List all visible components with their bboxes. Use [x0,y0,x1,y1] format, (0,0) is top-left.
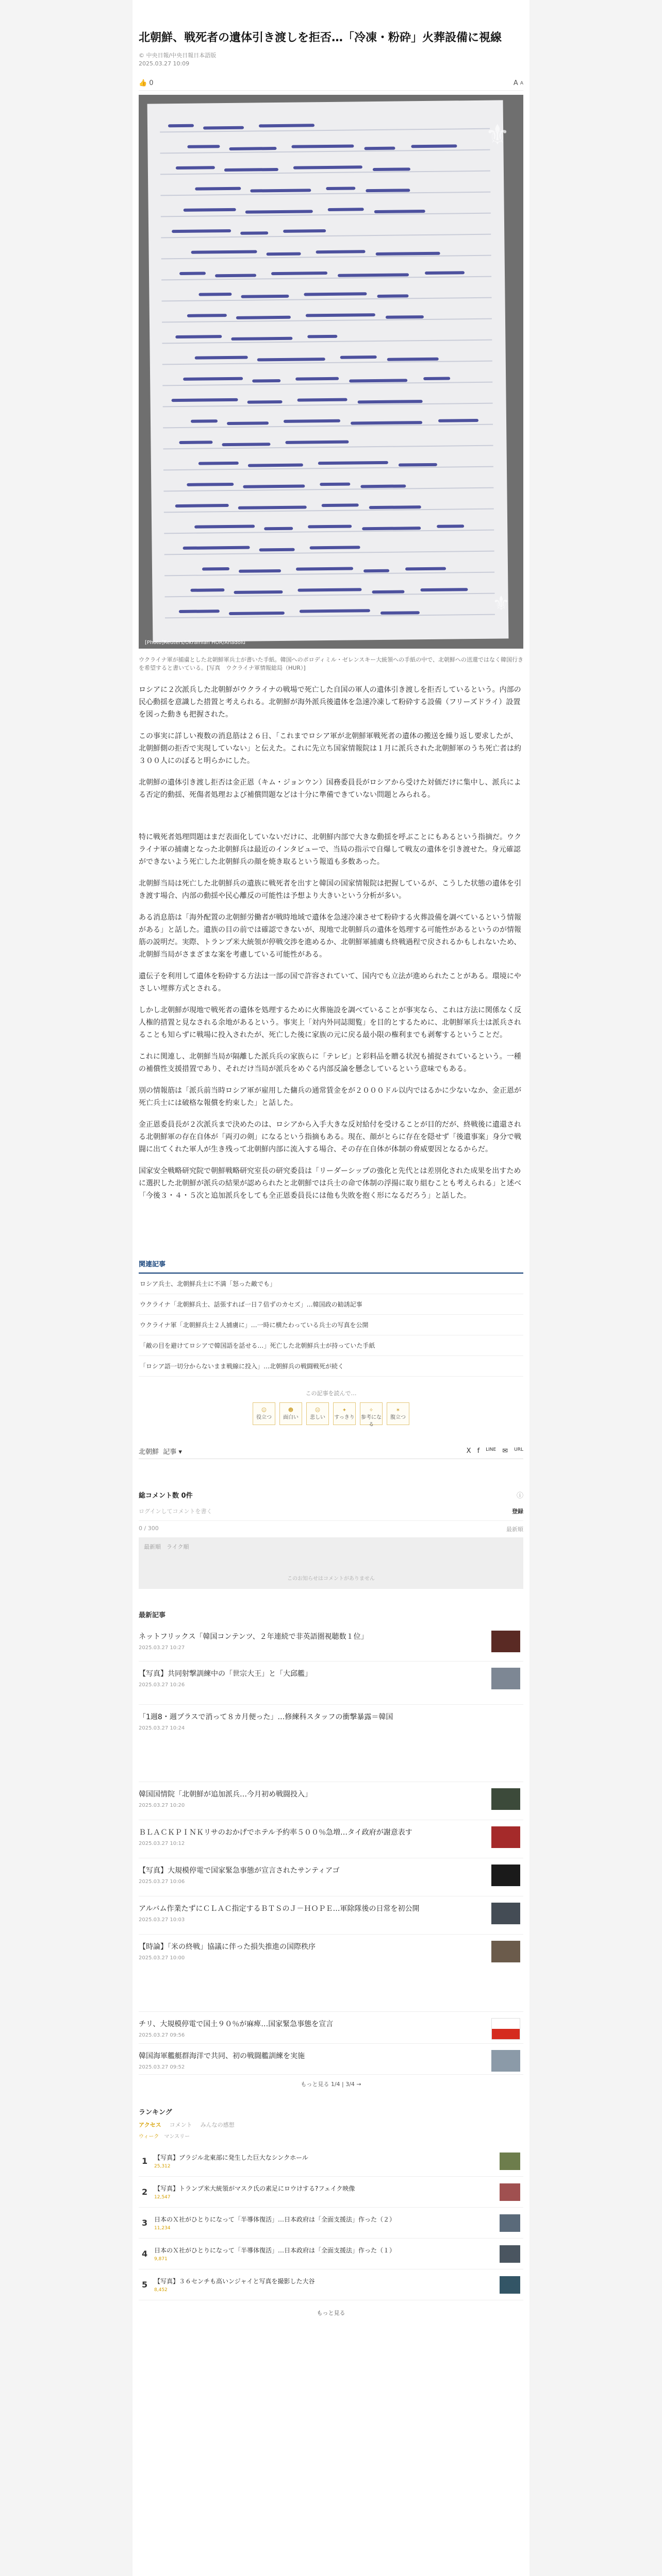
share-buttons [467,1447,523,1455]
comment-meta [139,1525,523,1533]
latest-article-date: 2025.03.27 10:27 [139,1645,185,1651]
latest-article-title: 韓国国情院「北朝鮮が追加派兵…今月初め戦闘投入」 [139,1790,312,1799]
latest-article-thumbnail [491,1788,520,1810]
x-share-icon[interactable]: X [466,1447,471,1455]
article-column [133,0,529,2576]
ranking-title-text: 【写真】トランプ米大統領がマスク氏の素足にロウけする?フェイク映像 [154,2185,355,2192]
sparkle-icon: ✦ [342,1408,347,1413]
ranking-thumbnail [500,2245,520,2263]
handwriting-stroke [259,124,315,127]
handwriting-stroke [316,250,366,253]
handwriting-stroke [179,609,220,613]
handwriting-stroke [241,295,289,298]
handwriting-stroke [284,419,340,423]
comment-input[interactable]: ログインしてコメントを書く [139,1508,212,1515]
latest-article-title: 【写真】大規模停電で国家緊急事態が宣言されたサンティアゴ [139,1867,340,1875]
handwriting-stroke [411,144,457,148]
article-body [139,684,523,1202]
handwriting-stroke [283,229,326,233]
ranking-number: 1 [142,2156,148,2166]
article-paragraph: しかし北朝鮮が現地で戦死者の遺体を処理するために火葬施設を調べていることが事実なら、これは方法に関係なく反人権的措置と見なされる余地があるという。事実上「対内外同誌閲覧」を目的とするために、北朝鮮軍兵士は派兵されることも知らずに戦場に投入されたが、死亡した後に家族の元に戻る最小限の権利までも剥奪するということだ。 [139,1006,521,1039]
handwriting-stroke [304,292,367,296]
tag-link[interactable]: 北朝鮮 [139,1448,159,1456]
latest-article-title: 韓国海軍艦艇群海洋で共同、初の戦闘艦訓練を実施 [139,2052,305,2060]
mail-share-icon[interactable]: ✉ [502,1447,508,1455]
reaction-refreshed-button[interactable]: ✦ すっきり [333,1402,356,1425]
latest-article-thumbnail [491,2050,520,2072]
latest-article-date: 2025.03.27 10:00 [139,1955,185,1961]
related-link[interactable]: 「敵の目を避けてロシアで韓国語を話せる…」死亡した北朝鮮兵士が持っていた手紙 [139,1335,523,1356]
ranking-item[interactable] [139,2177,523,2208]
comments-header [139,1490,523,1500]
article-paragraph: 金正恩委員長が２次派兵まで決めたのは、ロシアから入手大きな反対給付を受けることが目的だが、終戦後に遺還される北朝鮮軍の存在自体が「両刃の剣」になるという指摘もある。現在、顔がとらに存在を隠せず「後遺事案」身分で戦闘に出てくれた軍人が生き残って北朝鮮内部に流入する場合、その存在自体が体制の脅威要因となるからだ。 [139,1121,521,1154]
handwriting-stroke [248,464,303,467]
thumbs-up-icon: 👍 [139,79,147,87]
handwriting-stroke [195,187,241,191]
ranking-title: ランキング [139,2109,172,2116]
related-link[interactable]: 「ロシア語一切分からないまま戦線に投入」…北朝鮮兵の戦闘戦死が続く [139,1356,523,1377]
handwriting-stroke [247,400,283,404]
article-paragraph: この事実に詳しい複数の消息筋は２６日、「これまでロシア軍が北朝鮮軍戦死者の遺体の搬送を繰り返し要求したが、北朝鮮側の拒否で実現していない」と伝えた。これに先立ち国家情報院は１月に派兵された北朝鮮軍のうち死亡者は約３００人にのぼると明らかにした。 [139,732,521,765]
handwriting-stroke [308,525,352,529]
reaction-label: この記事を読んで… [305,1390,357,1397]
article-paragraph: ロシアに２次派兵した北朝鮮がウクライナの戦場で死亡した自国の軍人の遺体引き渡しを拒否しているという。内部の民心動揺を意識した措置と考えられる。北朝鮮が海外派兵後遺体を急速冷凍して粉砕する設備（フリーズドライ）設置を図った動きも把握された。 [139,686,521,719]
handwriting-stroke [349,379,407,382]
ranking-tab-monthly[interactable]: マンスリー [164,2134,190,2140]
latest-article-title: チリ、大規模停電で国土９０％が麻痺…国家緊急事態を宣言 [139,2020,334,2028]
handwriting-stroke [271,272,327,275]
handwriting-stroke [194,525,255,529]
ranking-view-count: 25,312 [154,2164,171,2169]
line-share-icon[interactable]: LINE [486,1447,496,1452]
tag-link[interactable]: 記事 ▾ [163,1448,182,1456]
handwriting-stroke [224,168,278,172]
laugh-icon: ☻ [288,1408,294,1413]
handwriting-stroke [236,316,291,319]
handwriting-stroke [183,377,243,381]
handwriting-stroke [238,505,307,509]
latest-article-card[interactable] [139,1624,523,1662]
article-date: 2025.03.27 10:09 [139,60,190,67]
handwriting-stroke [380,611,420,615]
handwriting-stroke [405,567,446,571]
handwriting-stroke [191,250,257,253]
handwriting-stroke [175,335,222,338]
ranking-tab-access[interactable]: アクセス [139,2122,161,2128]
handwriting-stroke [187,145,220,148]
ranking-tab-weekly[interactable]: ウィーク [139,2134,159,2140]
article-source: © 中央日報/中央日報日本語版 [139,52,217,59]
ranking-item[interactable] [139,2146,523,2177]
latest-article-title: ネットフリックス「韓国コンテンツ、２年連続で非英語圏視聴数１位」 [139,1633,368,1641]
tag-bar [139,1444,523,1459]
reaction-useful-button[interactable]: ☺ 役立つ [253,1402,275,1425]
handwriting-stroke [363,569,389,573]
article-title: 北朝鮮、戦死者の遺体引き渡しを拒否…「冷凍・粉砕」火葬設備に視線 [139,31,502,44]
handwriting-stroke [366,189,410,192]
related-link[interactable]: ウクライナ「北朝鮮兵士、話張すれば一日７倍ずのカセズ」…韓国政の勧誘記事 [139,1294,523,1315]
bulb-icon: ✧ [369,1408,374,1413]
handwriting-stroke [386,315,424,319]
latest-article-thumbnail [491,1631,520,1652]
latest-articles [139,1609,523,2088]
latest-article-date: 2025.03.27 10:03 [139,1917,185,1923]
handwriting-stroke [285,440,349,444]
ranking-title-text: 【写真】ブラジル北東部に発生した巨大なシンクホール [154,2154,308,2161]
handwriting-stroke [420,588,468,591]
handwriting-stroke [203,126,244,130]
handwriting-stroke [215,274,256,277]
ranking-section [139,2107,523,2317]
ranking-thumbnail [500,2276,520,2294]
handwriting-stroke [310,546,360,549]
comment-list [139,1537,523,1589]
comment-input-row [139,1507,523,1521]
article-paragraph: 特に戦死者処理問題はまだ表面化していないだけに、北朝鮮内部で大きな動揺を呼ぶことにもあるという指摘だ。ウクライナ軍の捕虜となった北朝鮮兵は最近のインタビューで、当局の指示で自爆して戦友の遺体を引き渡せた。身元確認ができないよう死亡した北朝鮮兵の顔を焼き取るという報道も多数あった。 [139,833,521,866]
ranking-tabs [139,2121,523,2129]
hur-logo-icon: ⚜ [492,592,510,615]
handwriting-stroke [372,590,404,594]
photo-credit: [Photo]Reuters/Ukrainian HUR/Anadolu [145,640,246,646]
handwriting-stroke [320,483,350,486]
sad-icon: ☹ [315,1408,321,1413]
latest-article-date: 2025.03.27 09:52 [139,2064,185,2070]
latest-article-date: 2025.03.27 10:20 [139,1803,185,1808]
latest-article-date: 2025.03.27 10:06 [139,1879,185,1885]
handwriting-stroke [198,462,239,465]
reaction-funny-button[interactable]: ☻ 面白い [279,1402,302,1425]
ranking-thumbnail [500,2153,520,2170]
latest-article-card[interactable] [139,1662,523,1705]
handwriting-stroke [243,484,305,488]
photo-caption: ウクライナ軍が捕虜とした北朝鮮軍兵士が書いた手紙。韓国へのポロディミル・ゼレンスキー大統領への手紙の中で、北朝鮮への送還ではなく韓国行きを希望すると書いている。[写真 ウクライナ軍情報総局（HUR）] [139,656,523,671]
comment-empty-message: このお知らせはコメントがありません [287,1576,375,1582]
ranking-number: 5 [142,2280,148,2290]
like-count: 0 [149,79,154,87]
font-size-button[interactable]: A A [513,79,523,87]
like-button[interactable] [139,79,153,87]
handwriting-stroke [179,272,206,275]
handwriting-stroke [175,504,229,507]
ranking-item[interactable] [139,2239,523,2269]
handwriting-stroke [234,590,283,594]
hur-emblem-icon: ⚜ [485,118,510,151]
comments-title: 総コメント数 0件 [139,1492,193,1500]
handwriting-stroke [322,503,359,507]
handwriting-stroke [245,210,313,213]
handwriting-stroke [176,166,215,170]
handwriting-stroke [425,271,465,275]
ranking-period-tabs [139,2132,523,2140]
article-paragraph: 北朝鮮の遺体引き渡し拒否は金正恩（キム・ジョンウン）国務委員長がロシアから受けた対価だけに集中し、派兵による否定的動揺、死傷者処理および補償問題などは十分に準備できていない問題とみられる。 [139,778,521,799]
ranking-number: 4 [142,2249,148,2259]
handwriting-stroke [229,147,276,150]
handwriting-stroke [300,609,370,613]
handwriting-stroke [172,229,231,233]
handwriting-stroke [377,294,408,298]
related-articles [139,1259,523,1377]
handwriting-stroke [191,419,218,423]
latest-article-card[interactable] [139,1935,523,2012]
reaction-informative-button[interactable]: ✧ 参考になる [360,1402,383,1425]
handwriting-stroke [259,548,295,552]
handwriting-stroke [374,210,425,213]
handwriting-stroke [306,313,375,317]
handwriting-stroke [369,505,421,509]
latest-article-title: 【写真】共同射撃訓練中の「世宗大王」と「大邱艦」 [139,1670,312,1678]
handwriting-stroke [240,231,268,235]
latest-article-thumbnail [491,1826,520,1848]
reaction-angry-button[interactable]: ✶ 腹立つ [387,1402,409,1425]
handwriting-stroke [227,421,269,425]
handwriting-stroke [297,588,361,591]
ranking-view-count: 8,452 [154,2287,168,2293]
font-size-icon: A [513,79,518,87]
handwriting-stroke [222,443,270,446]
latest-article-date: 2025.03.27 10:24 [139,1725,185,1731]
latest-article-date: 2025.03.27 10:12 [139,1841,185,1846]
latest-article-date: 2025.03.27 09:56 [139,2032,185,2038]
handwriting-stroke [437,524,464,528]
handwriting-stroke [328,208,364,211]
related-link[interactable]: ウクライナ軍「北朝鮮兵士２人捕虜に」…一時に横たわっている兵士の写真を公開 [139,1315,523,1335]
handwriting-stroke [257,358,325,361]
ranking-tab-comment[interactable]: コメント [169,2122,192,2128]
article-paragraph: これに関連し、北朝鮮当局が隔離した派兵兵の家族らに「テレビ」と彩料品を贈る状況も捕捉されているという。一種の補償性支援措置であり、それだけ当局が派兵をめぐる内部反論を懸念しているという意味でもある。 [139,1053,521,1073]
latest-list [139,1624,523,2075]
latest-article-thumbnail [491,1903,520,1924]
ranking-number: 2 [142,2187,148,2197]
handwriting-stroke [267,252,301,256]
handwriting-stroke [340,355,377,359]
comment-sort-button[interactable]: 最新順 [506,1526,523,1533]
handwriting-stroke [239,569,281,573]
handwriting-stroke [229,612,285,615]
smile-icon: ☺ [261,1408,267,1413]
handwriting-stroke [293,165,362,169]
latest-title: 最新記事 [139,1612,166,1619]
latest-more-button[interactable]: もっと見る 1/4 | 3/4 → [301,2081,361,2088]
latest-article-title: 【時論】「米の終戦」協議に伴った損失推進の国際秩序 [139,1943,316,1951]
ranking-number: 3 [142,2218,148,2228]
handwriting-stroke [195,356,248,360]
article-paragraph: 遺伝子を利用して遺体を粉砕する方法は一部の国で許容されていて、国内でも立法が進められたことがある。環境にやさしい埋葬方式とされる。 [139,972,521,993]
related-title: 関連記事 [139,1259,523,1274]
handwriting-stroke [373,167,410,171]
handwriting-stroke [202,567,229,571]
handwriting-stroke [296,567,353,571]
handwriting-stroke [183,546,250,550]
ranking-list [139,2146,523,2300]
handwriting-stroke [360,484,406,488]
handwriting-stroke [250,189,311,192]
latest-article-card[interactable] [139,2012,523,2044]
ranking-more-button[interactable]: もっと見る [317,2310,345,2316]
related-link[interactable]: ロシア兵士、北朝鮮兵士に不満「怒った敵でも」 [139,1274,523,1294]
handwriting-stroke [198,293,231,296]
ranking-title-text: 日本のＸ社がひとりになって「半導体復活」…日本政府は「全面支援法」作った（２） [154,2216,396,2223]
comment-char-counter: 0 / 300 [139,1525,159,1532]
latest-article-date: 2025.03.27 10:26 [139,1682,185,1688]
latest-article-thumbnail [491,1668,520,1689]
latest-article-thumbnail [491,1865,520,1886]
latest-article-card[interactable] [139,1858,523,1896]
handwriting-stroke [423,377,450,381]
handwriting-stroke [364,147,395,150]
article-byline [139,52,523,68]
article-paragraph: ある消息筋は「海外配置の北朝鮮労働者が戦時地域で遺体を急速冷凍させて粉砕する火葬設備を調べているという情報がある」と話した。遺族の目の前では確認できないが、現地で北朝鮮兵の遺体を処理する可能性があるというのが情報筋の説明だ。実際、トランプ米大統領が停戦交渉を進めるか、北朝鮮軍捕虜も終戦過程で戻されるかもしれないため、北朝鮮当局がさまざまな案を考慮している可能性がある。 [139,913,521,959]
comment-sort-tabs[interactable]: 最新順 ライク順 [144,1544,189,1550]
handwriting-stroke [295,377,339,381]
ranking-view-count: 12,547 [154,2195,171,2200]
handwriting-stroke [307,335,337,338]
handwriting-stroke [297,398,347,402]
copy-url-icon[interactable]: URL [514,1447,523,1452]
latest-article-title: ＢＬＡＣＫＰＩＮＫリサのおかげでホテル予約率５００％急増…タイ政府が謝意表す [139,1828,412,1837]
handwriting-stroke [318,461,388,465]
handwriting-stroke [231,337,292,341]
ranking-view-count: 9,871 [154,2257,168,2262]
article-photo [139,95,523,649]
handwriting-stroke [326,187,355,190]
ranking-item[interactable] [139,2269,523,2300]
article-paragraph: 国家安全戦略研究院で朝鮮戦略研究室長の研究委員は「リーダーシップの強化と先代とは差別化された成果を出すために選択した北朝鮮が派兵の結果が認められたと北朝鮮では兵士の命で体制の浮揚に取り組むことも考えられる」と述べ「今後３・４・５次と追加派兵をしても全正恩委員長には他も失敗を抱く形になるだろう」と話した。 [139,1167,521,1200]
handwriting-stroke [190,588,224,592]
handwritten-letter [147,100,509,642]
handwriting-stroke [362,527,421,530]
facebook-share-icon[interactable]: f [477,1447,480,1455]
handwriting-stroke [179,440,212,444]
handwriting-stroke [387,358,439,361]
latest-article-card[interactable] [139,1782,523,1820]
handwriting-stroke [172,398,238,402]
handwriting-stroke [187,314,227,317]
handwriting-stroke [399,463,437,467]
ranking-title-text: 日本のＸ社がひとりになって「半導体復活」…日本政府は「全面支援法」作った（１） [154,2247,396,2254]
ranking-title-text: 【写真】３６センチも高いンジャイと写真を撮影した大谷 [154,2278,315,2285]
handwriting-stroke [264,527,293,531]
article-toolbar [139,76,523,91]
latest-article-thumbnail [491,1941,520,1962]
article-paragraph: 北朝鮮当局は死亡した北朝鮮兵の遺族に戦死者を出すと韓国の国家情報院は把握しているが、こうした状態の遺体を引き渡す場合、内部の動揺や民心離反の可能性は予想より大きいという分析が多い。 [139,879,521,900]
reaction-sad-button[interactable]: ☹ 悲しい [306,1402,329,1425]
comments-section [139,1490,523,1589]
latest-article-card[interactable] [139,1705,523,1782]
ranking-tab-reaction[interactable]: みんなの感想 [200,2122,235,2128]
tag-list [139,1446,182,1456]
ranking-item[interactable] [139,2208,523,2239]
latest-article-thumbnail [491,2018,520,2040]
handwriting-stroke [438,419,478,422]
latest-article-card[interactable] [139,1896,523,1935]
handwriting-stroke [168,124,194,128]
ranking-view-count: 11,234 [154,2226,171,2231]
handwriting-stroke [187,483,234,486]
angry-icon: ✶ [395,1408,401,1413]
handwriting-stroke [184,208,236,212]
ranking-thumbnail [500,2214,520,2232]
reaction-buttons [139,1402,523,1428]
article-paragraph: 別の情報筋は「派兵前当時ロシア軍が雇用した傭兵の通常賃金をが２０００ドル以内ではるかに少ないなか、金正恩が死亡兵士には破格な報償を約束した」と話した。 [139,1087,521,1107]
comments-info-icon[interactable]: ⓘ [516,1492,523,1500]
latest-article-title: 「1週8・週プラスで消って８カ月便った」…修練科スタッフの衝撃暴露＝韓国 [139,1713,393,1721]
ranking-thumbnail [500,2183,520,2201]
comment-post-button[interactable]: 登録 [512,1508,523,1515]
handwriting-stroke [291,144,354,148]
latest-article-card[interactable] [139,2044,523,2075]
latest-article-title: アルバム作業たずにＣＬＡＣ指定するＢＴＳのＪ－ＨＯＰＥ…軍除隊後の日常を初公開 [139,1905,420,1913]
handwriting-stroke [252,379,280,383]
latest-article-card[interactable] [139,1820,523,1858]
